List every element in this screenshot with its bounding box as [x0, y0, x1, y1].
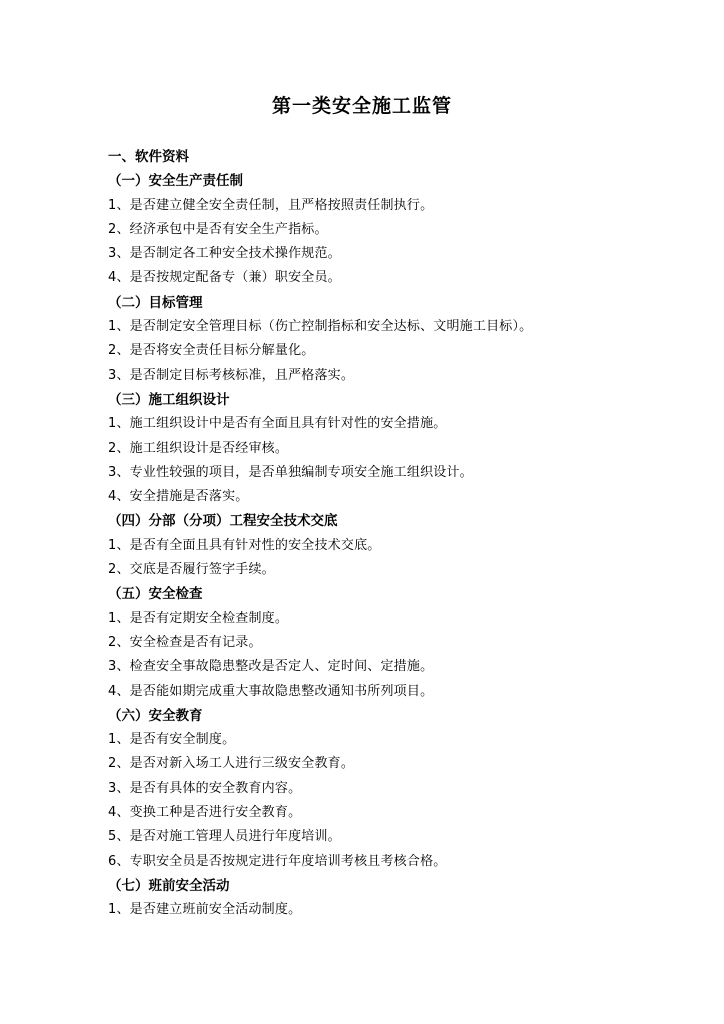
list-item: 4、是否能如期完成重大事故隐患整改通知书所列项目。 — [108, 683, 434, 699]
sub-heading-target-management: （二）目标管理 — [108, 294, 203, 311]
sub-heading-technical-briefing: （四）分部（分项）工程安全技术交底 — [108, 513, 338, 530]
sub-heading-safety-inspection: （五）安全检查 — [108, 586, 203, 603]
document-body — [108, 145, 698, 923]
list-item: 1、是否有全面且具有针对性的安全技术交底。 — [108, 537, 381, 553]
list-item: 4、是否按规定配备专（兼）职安全员。 — [108, 270, 341, 286]
list-item: 4、安全措施是否落实。 — [108, 489, 249, 505]
sub-heading-responsibility: （一）安全生产责任制 — [108, 173, 243, 190]
list-item: 6、专职安全员是否按规定进行年度培训考核且考核合格。 — [108, 853, 447, 869]
section-heading-software: 一、软件资料 — [108, 149, 189, 165]
list-item: 1、是否建立班前安全活动制度。 — [108, 902, 302, 918]
list-item: 3、专业性较强的项目，是否单独编制专项安全施工组织设计。 — [108, 464, 473, 480]
list-item: 4、变换工种是否进行安全教育。 — [108, 805, 302, 821]
sub-heading-pre-shift-activity: （七）班前安全活动 — [108, 877, 230, 894]
list-item: 1、是否制定安全管理目标（伤亡控制指标和安全达标、文明施工目标）。 — [108, 319, 533, 335]
list-item: 2、是否对新入场工人进行三级安全教育。 — [108, 756, 355, 772]
list-item: 2、安全检查是否有记录。 — [108, 634, 262, 650]
list-item: 3、是否制定目标考核标准，且严格落实。 — [108, 367, 355, 383]
list-item: 3、是否制定各工种安全技术操作规范。 — [108, 246, 341, 262]
list-item: 2、经济承包中是否有安全生产指标。 — [108, 221, 328, 237]
list-item: 2、交底是否履行签字手续。 — [108, 562, 275, 578]
list-item: 1、是否有安全制度。 — [108, 732, 236, 748]
list-item: 3、检查安全事故隐患整改是否定人、定时间、定措施。 — [108, 659, 434, 675]
list-item: 1、施工组织设计中是否有全面且具有针对性的安全措施。 — [108, 416, 447, 432]
page-title: 第一类安全施工监管 — [271, 95, 452, 117]
list-item: 1、是否建立健全安全责任制，且严格按照责任制执行。 — [108, 197, 434, 213]
list-item: 3、是否有具体的安全教育内容。 — [108, 780, 302, 796]
sub-heading-safety-education: （六）安全教育 — [108, 707, 203, 724]
list-item: 1、是否有定期安全检查制度。 — [108, 610, 289, 626]
sub-heading-construction-design: （三）施工组织设计 — [108, 391, 230, 408]
list-item: 2、施工组织设计是否经审核。 — [108, 440, 289, 456]
list-item: 5、是否对施工管理人员进行年度培训。 — [108, 829, 341, 845]
list-item: 2、是否将安全责任目标分解量化。 — [108, 343, 315, 359]
